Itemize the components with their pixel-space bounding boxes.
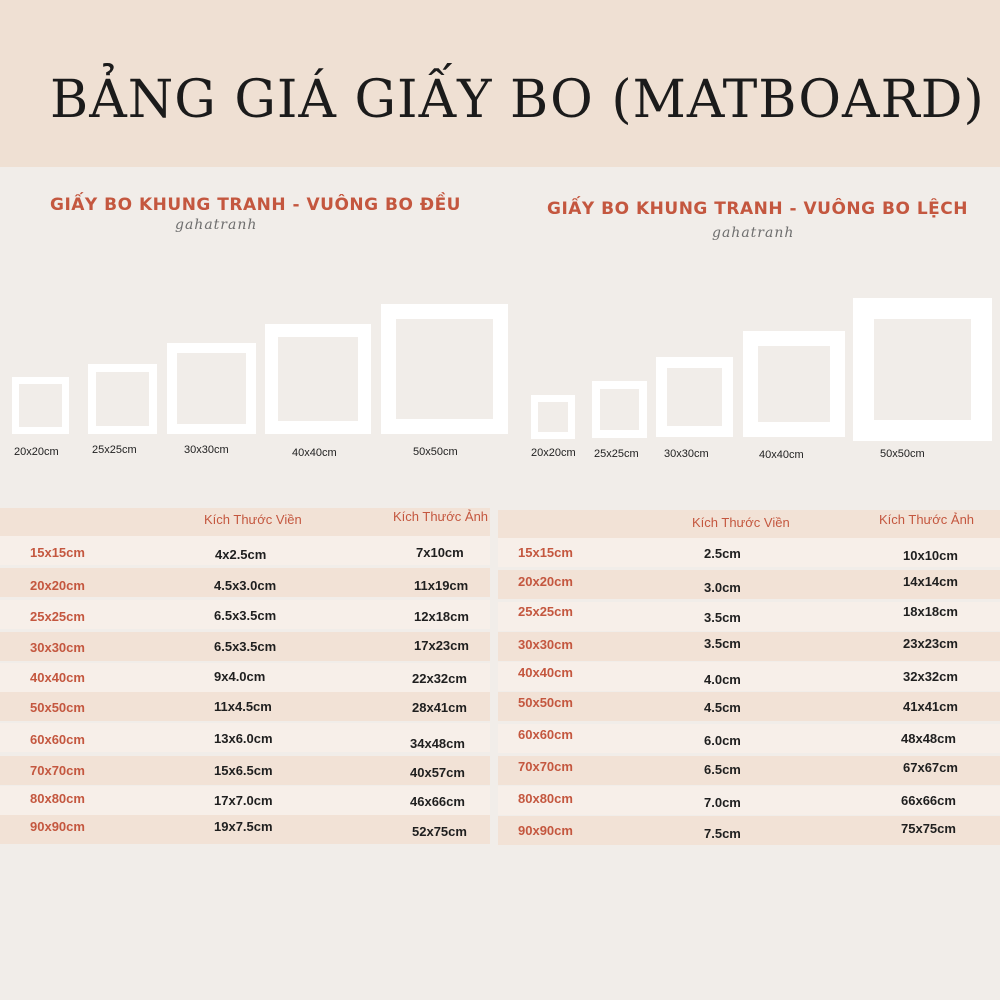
row-size: 80x80cm bbox=[30, 791, 85, 806]
row-size: 70x70cm bbox=[518, 759, 573, 774]
page-title: BẢNG GIÁ GIẤY BO (MATBOARD) bbox=[50, 70, 985, 130]
col-header-photo: Kích Thước Ảnh bbox=[393, 509, 489, 524]
row-size: 50x50cm bbox=[518, 695, 573, 710]
row-size: 80x80cm bbox=[518, 791, 573, 806]
row-size: 40x40cm bbox=[518, 665, 573, 680]
signature-offset: gahatranh bbox=[712, 225, 795, 241]
frame-label: 40x40cm bbox=[292, 447, 337, 459]
row-size: 20x20cm bbox=[518, 574, 573, 589]
row-photo: 46x66cm bbox=[410, 794, 465, 809]
row-photo: 14x14cm bbox=[903, 574, 958, 589]
frame-label: 50x50cm bbox=[413, 446, 458, 458]
row-border: 17x7.0cm bbox=[214, 793, 273, 808]
frame-40x40-even bbox=[265, 324, 371, 434]
row-photo: 52x75cm bbox=[412, 824, 467, 839]
frame-label: 50x50cm bbox=[880, 448, 925, 460]
frame-label: 20x20cm bbox=[531, 447, 576, 459]
row-photo: 17x23cm bbox=[414, 638, 469, 653]
frame-25x25-offset bbox=[592, 381, 647, 438]
row-border: 11x4.5cm bbox=[214, 699, 272, 714]
row-size: 15x15cm bbox=[518, 545, 573, 560]
row-size: 90x90cm bbox=[518, 823, 573, 838]
row-size: 50x50cm bbox=[30, 700, 85, 715]
frame-label: 25x25cm bbox=[92, 444, 137, 456]
row-border: 6.5x3.5cm bbox=[214, 639, 277, 654]
row-photo: 41x41cm bbox=[903, 699, 958, 714]
row-border: 3.5cm bbox=[704, 610, 741, 625]
row-size: 15x15cm bbox=[30, 545, 85, 560]
row-photo: 10x10cm bbox=[903, 548, 958, 563]
row-photo: 75x75cm bbox=[901, 821, 956, 836]
row-photo: 34x48cm bbox=[410, 736, 465, 751]
frame-label: 30x30cm bbox=[664, 448, 709, 460]
frame-20x20-even bbox=[12, 377, 69, 434]
row-border: 4x2.5cm bbox=[215, 547, 267, 562]
row-border: 2.5cm bbox=[704, 546, 741, 561]
frame-25x25-even bbox=[88, 364, 157, 434]
row-border: 3.5cm bbox=[704, 636, 741, 651]
section-title-offset: GIẤY BO KHUNG TRANH - VUÔNG BO LỆCH bbox=[547, 199, 968, 219]
row-photo: 11x19cm bbox=[414, 578, 469, 593]
section-title-even: GIẤY BO KHUNG TRANH - VUÔNG BO ĐỀU bbox=[50, 195, 461, 215]
row-border: 6.0cm bbox=[704, 733, 741, 748]
frame-50x50-offset bbox=[853, 298, 992, 441]
frame-30x30-offset bbox=[656, 357, 733, 437]
row-size: 60x60cm bbox=[518, 727, 573, 742]
row-size: 20x20cm bbox=[30, 578, 85, 593]
row-size: 25x25cm bbox=[518, 604, 573, 619]
row-size: 30x30cm bbox=[518, 637, 573, 652]
frame-30x30-even bbox=[167, 343, 256, 434]
row-size: 70x70cm bbox=[30, 763, 85, 778]
row-border: 4.5x3.0cm bbox=[214, 578, 277, 593]
row-photo: 40x57cm bbox=[410, 765, 465, 780]
row-border: 15x6.5cm bbox=[214, 763, 273, 778]
row-photo: 48x48cm bbox=[901, 731, 956, 746]
row-photo: 66x66cm bbox=[901, 793, 956, 808]
row-photo: 28x41cm bbox=[412, 700, 467, 715]
row-border: 9x4.0cm bbox=[214, 669, 266, 684]
col-header-border: Kích Thước Viền bbox=[204, 512, 302, 527]
row-photo: 7x10cm bbox=[416, 545, 464, 560]
frame-20x20-offset bbox=[531, 395, 575, 439]
row-photo: 23x23cm bbox=[903, 636, 958, 651]
row-size: 60x60cm bbox=[30, 732, 85, 747]
frame-label: 40x40cm bbox=[759, 449, 804, 461]
row-border: 6.5cm bbox=[704, 762, 741, 777]
col-header-border: Kích Thước Viền bbox=[692, 515, 790, 530]
frame-50x50-even bbox=[381, 304, 508, 434]
row-photo: 18x18cm bbox=[903, 604, 958, 619]
row-border: 4.5cm bbox=[704, 700, 741, 715]
row-border: 7.0cm bbox=[704, 795, 741, 810]
signature-even: gahatranh bbox=[175, 217, 258, 233]
row-border: 6.5x3.5cm bbox=[214, 608, 277, 623]
row-border: 3.0cm bbox=[704, 580, 741, 595]
row-size: 90x90cm bbox=[30, 819, 85, 834]
frame-label: 30x30cm bbox=[184, 444, 229, 456]
frame-40x40-offset bbox=[743, 331, 845, 437]
row-photo: 32x32cm bbox=[903, 669, 958, 684]
frame-label: 20x20cm bbox=[14, 446, 59, 458]
row-border: 13x6.0cm bbox=[214, 731, 273, 746]
frame-label: 25x25cm bbox=[594, 448, 639, 460]
row-border: 19x7.5cm bbox=[214, 819, 273, 834]
row-border: 7.5cm bbox=[704, 826, 741, 841]
row-size: 25x25cm bbox=[30, 609, 85, 624]
row-photo: 22x32cm bbox=[412, 671, 467, 686]
row-photo: 67x67cm bbox=[903, 760, 958, 775]
row-photo: 12x18cm bbox=[414, 609, 469, 624]
row-border: 4.0cm bbox=[704, 672, 741, 687]
row-size: 40x40cm bbox=[30, 670, 85, 685]
col-header-photo: Kích Thước Ảnh bbox=[879, 512, 975, 527]
row-size: 30x30cm bbox=[30, 640, 85, 655]
